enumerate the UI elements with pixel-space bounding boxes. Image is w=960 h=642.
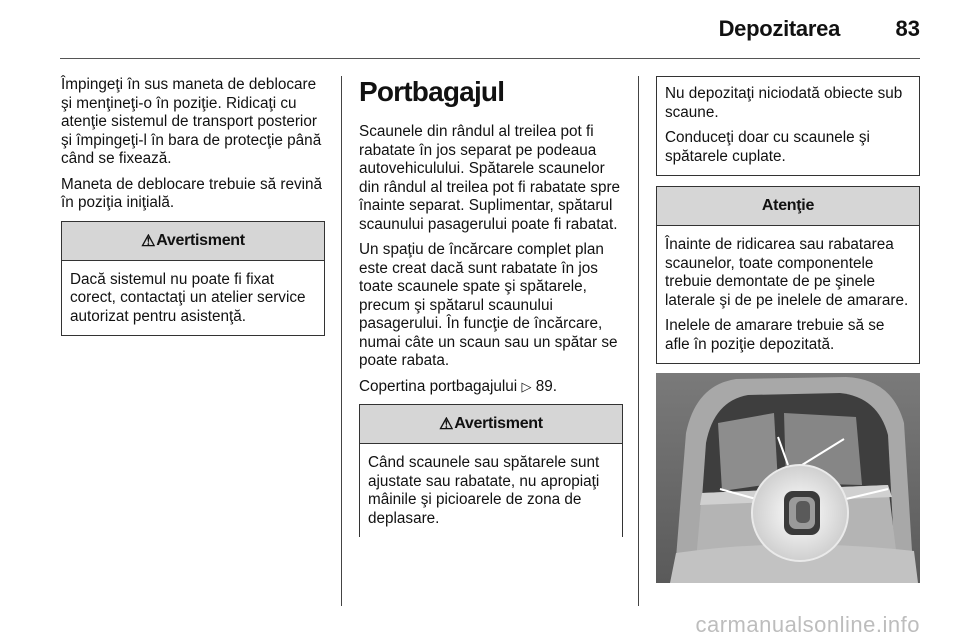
paragraph: Scaunele din rândul al treilea pot fi rabatate în jos separat pe podeaua autovehiculului. Spătarele scaunelor din rândul al treilea pot fi rabatate spre înainte separat. Suplimentar, spătarul scaunului pasagerului poate fi rabatat. [359,123,621,233]
header-title: Depozitarea [718,16,840,41]
warning-header [62,222,324,261]
attention-header [657,187,919,226]
watermark: carmanualsonline.info [695,612,920,637]
page-reference-link[interactable]: 89. [535,377,557,395]
warning-triangle-icon: ⚠ [439,416,454,433]
warning-title: Avertisment [454,415,543,432]
paragraph [359,378,623,397]
attention-text: Inelele de amarare trebuie să se afle în poziţie depozitată. [665,317,885,353]
attention-box [656,186,920,364]
warning-text: Dacă sistemul nu poate fi fixat corect, contactaţi un atelier service autorizat pentru asistenţă. [70,270,306,325]
column-divider [341,76,342,606]
note-box [656,76,920,176]
warning-box [359,404,623,537]
page-number: 83 [895,16,920,41]
paragraph: Un spaţiu de încărcare complet plan este creat dacă sunt rabatate în jos toate scaunele spate şi spătarele, precum şi spătarul scaunului pasagerului. În funcţie de încărcare, numai câte un scaun sau un spătar se poate rabata. [359,241,618,369]
attention-text: Înainte de ridicarea sau rabatarea scaunelor, toate componentele trebuie demontate de pe şinele laterale şi de pe inelele de amarare. [665,236,909,309]
section-heading: Portbagajul [359,76,505,107]
column-1 [61,76,325,336]
warning-triangle-icon: ⚠ [141,232,156,250]
page-reference-arrow-icon: ▷ [521,378,532,394]
paragraph: Conduceţi doar cu scaunele şi spătarele cuplate. [665,129,870,165]
column-3 [656,76,920,364]
warning-text: Când scaunele sau spătarele sunt ajustate sau rabatate, nu apropiaţi mâinile şi picioarele de zona de deplasare. [368,454,600,527]
cargo-area-illustration [656,373,920,583]
header-rule [60,58,920,59]
column-divider [638,76,639,606]
column-2 [359,76,623,537]
warning-header [360,405,622,444]
paragraph: Maneta de deblocare trebuie să revină în poziţia iniţială. [61,175,323,211]
cargo-area-photo [656,373,920,583]
paragraph: Nu depozitaţi niciodată obiecte sub scaune. [665,85,903,121]
warning-title: Avertisment [156,231,245,249]
attention-title: Atenţie [761,197,815,214]
warning-box [61,221,325,337]
reference-text: Copertina portbagajului [359,377,518,395]
paragraph: Împingeţi în sus maneta de deblocare şi menţineţi-o în poziţie. Ridicaţi cu atenţie sistemul de transport posterior şi împingeţi-l în bara de protecţie până când se fixează. [61,76,322,167]
